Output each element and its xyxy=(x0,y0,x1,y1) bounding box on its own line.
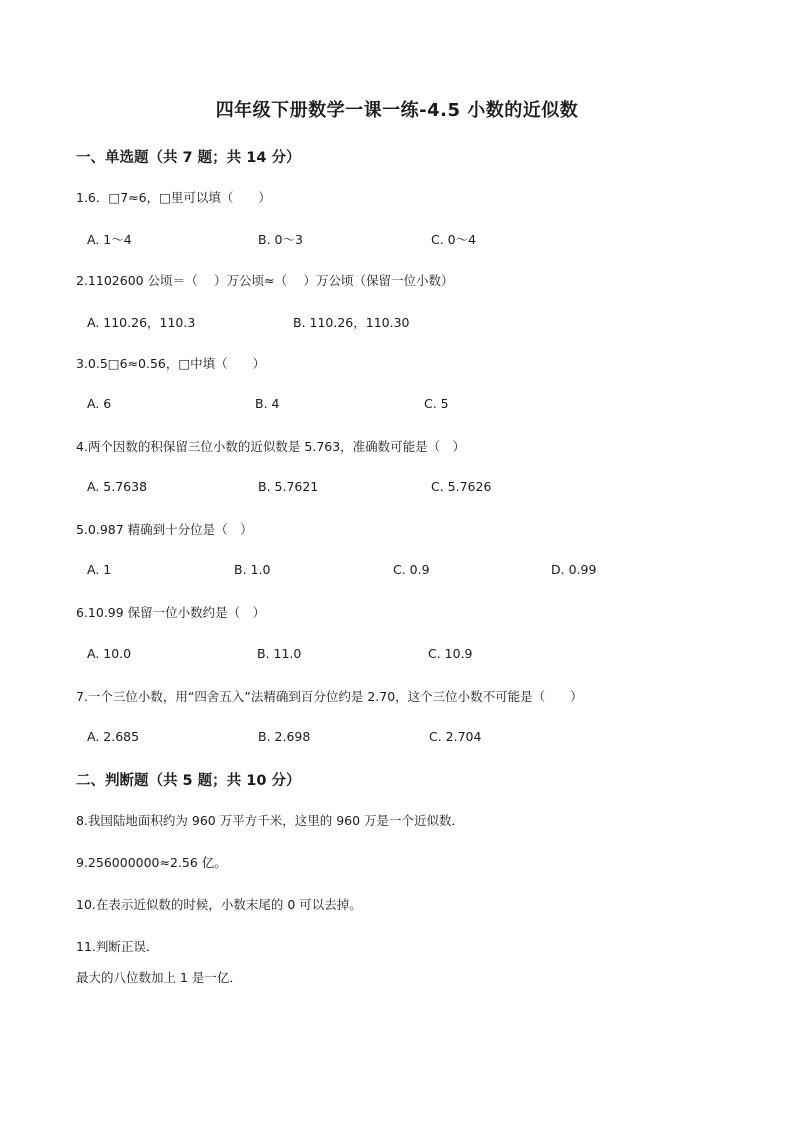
option-c: C. 10.9 xyxy=(428,646,473,661)
option-b: B. 0～3 xyxy=(258,232,303,247)
option-a: A. 1～4 xyxy=(87,232,132,247)
question-9: 9.256000000≈2.56 亿。 xyxy=(76,855,227,870)
option-a: A. 6 xyxy=(87,396,112,411)
option-b: B. 11.0 xyxy=(257,646,302,661)
option-a: A. 10.0 xyxy=(87,646,132,661)
question-7: 7.一个三位小数，用“四舍五入”法精确到百分位约是 2.70，这个三位小数不可能是（ ） xyxy=(76,689,583,704)
question-11-statement: 最大的八位数加上 1 是一亿． xyxy=(76,970,242,985)
option-b: B. 110.26，110.30 xyxy=(293,315,410,330)
question-10: 10.在表示近似数的时候，小数末尾的 0 可以去掉。 xyxy=(76,897,362,912)
question-3: 3.0.5□6≈0.56，□中填（ ） xyxy=(76,356,266,371)
question-6-options xyxy=(87,646,727,664)
question-7-options xyxy=(87,729,727,747)
question-11: 11.判断正误． xyxy=(76,939,159,954)
question-6: 6.10.99 保留一位小数约是（ ） xyxy=(76,605,266,620)
option-a: A. 110.26，110.3 xyxy=(87,315,196,330)
section-heading-single-choice: 一、单选题（共 7 题；共 14 分） xyxy=(76,150,301,166)
option-c: C. 2.704 xyxy=(429,729,482,744)
option-b: B. 1.0 xyxy=(234,562,271,577)
question-8: 8.我国陆地面积约为 960 万平方千米，这里的 960 万是一个近似数． xyxy=(76,813,465,828)
option-a: A. 1 xyxy=(87,562,112,577)
option-a: A. 2.685 xyxy=(87,729,140,744)
section-heading-true-false: 二、判断题（共 5 题；共 10 分） xyxy=(76,773,301,789)
option-c: C. 5 xyxy=(424,396,449,411)
option-b: B. 5.7621 xyxy=(258,479,319,494)
question-4: 4.两个因数的积保留三位小数的近似数是 5.763，准确数可能是（ ） xyxy=(76,439,466,454)
option-c: C. 0.9 xyxy=(393,562,430,577)
option-c: C. 5.7626 xyxy=(431,479,492,494)
option-b: B. 4 xyxy=(255,396,280,411)
option-d: D. 0.99 xyxy=(551,562,597,577)
question-2-options xyxy=(87,313,727,331)
question-5-options xyxy=(87,562,727,580)
page-title: 四年级下册数学一课一练-4.5 小数的近似数 xyxy=(215,100,579,121)
question-4-options xyxy=(87,479,727,497)
question-5: 5.0.987 精确到十分位是（ ） xyxy=(76,522,253,537)
question-3-options xyxy=(87,396,727,414)
option-c: C. 0～4 xyxy=(431,232,477,247)
question-2: 2.1102600 公顷＝（ ）万公顷≈（ ）万公顷（保留一位小数） xyxy=(76,273,454,288)
question-1-options xyxy=(87,230,727,248)
option-a: A. 5.7638 xyxy=(87,479,148,494)
option-b: B. 2.698 xyxy=(258,729,311,744)
question-1: 1.6．□7≈6，□里可以填（ ） xyxy=(76,190,271,205)
